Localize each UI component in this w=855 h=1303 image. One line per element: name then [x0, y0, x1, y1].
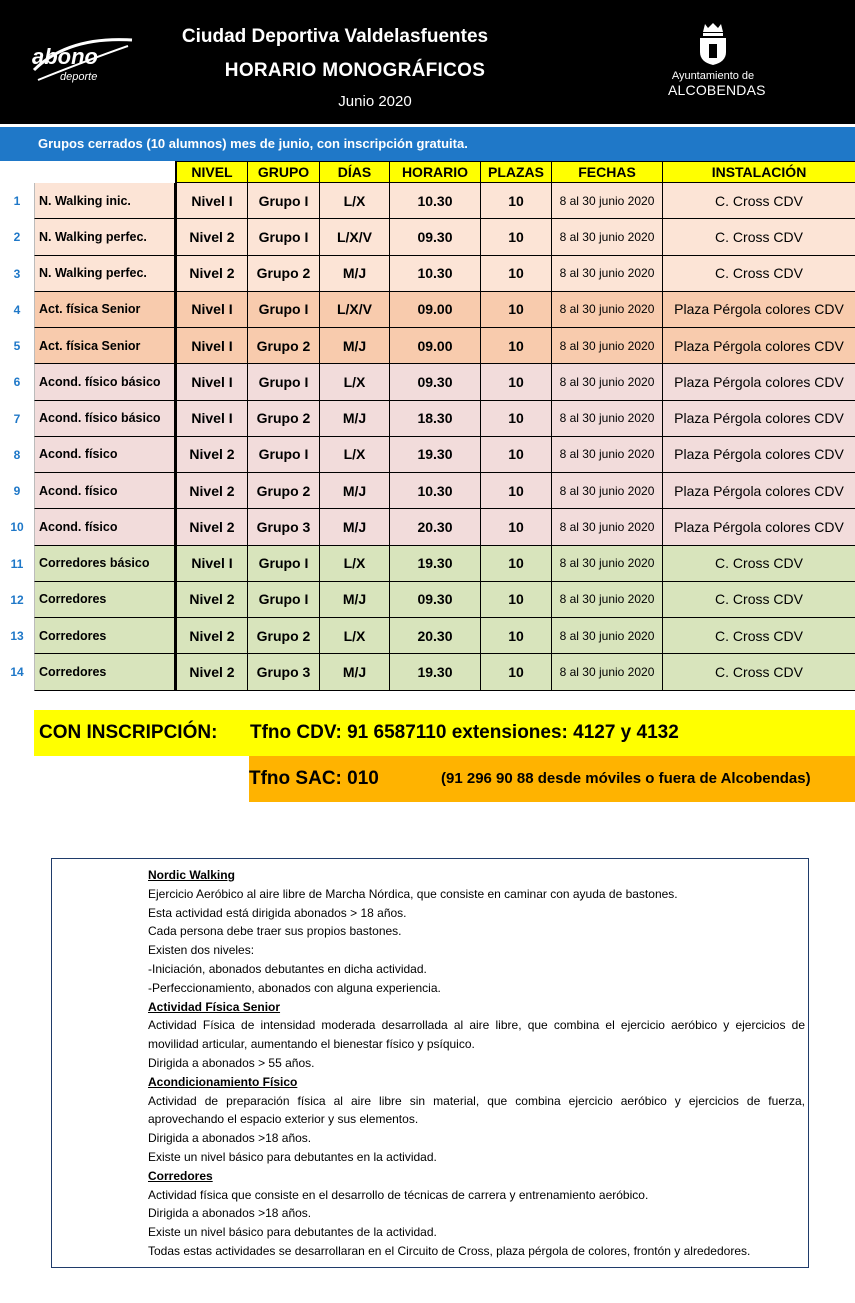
header-dias: DÍAS [320, 161, 390, 183]
time-cell: 20.30 [390, 618, 481, 654]
row-number: 7 [0, 401, 34, 437]
level-cell: Nivel I [175, 546, 248, 582]
time-cell: 10.30 [390, 256, 481, 292]
days-cell: L/X [320, 183, 390, 219]
activity-name: Act. física Senior [34, 292, 175, 328]
table-row [0, 219, 855, 255]
group-cell: Grupo I [248, 292, 320, 328]
places-cell: 10 [481, 509, 552, 545]
level-cell: Nivel 2 [175, 256, 248, 292]
venue-cell: C. Cross CDV [663, 582, 855, 618]
time-cell: 09.30 [390, 219, 481, 255]
time-cell: 09.00 [390, 328, 481, 364]
time-cell: 19.30 [390, 437, 481, 473]
days-cell: M/J [320, 582, 390, 618]
coat-of-arms-icon [696, 22, 730, 66]
row-number: 12 [0, 582, 34, 618]
level-cell: Nivel I [175, 364, 248, 400]
row-number: 6 [0, 364, 34, 400]
row-number: 3 [0, 256, 34, 292]
table-row [0, 618, 855, 654]
description-line: Ejercicio Aeróbico al aire libre de Marcha Nórdica, que consiste en caminar con ayuda de bastones. [148, 886, 678, 901]
days-cell: L/X/V [320, 292, 390, 328]
group-cell: Grupo 2 [248, 401, 320, 437]
activity-name: Corredores [34, 582, 175, 618]
dates-cell: 8 al 30 junio 2020 [552, 219, 663, 255]
inscription-label: CON INSCRIPCIÓN: [39, 722, 218, 743]
places-cell: 10 [481, 364, 552, 400]
dates-cell: 8 al 30 junio 2020 [552, 256, 663, 292]
level-cell: Nivel 2 [175, 618, 248, 654]
abono-logo-graphic [28, 30, 138, 90]
places-cell: 10 [481, 546, 552, 582]
council-line1: Ayuntamiento de [671, 70, 755, 82]
level-cell: Nivel 2 [175, 582, 248, 618]
row-number: 11 [0, 546, 34, 582]
row-number: 1 [0, 183, 34, 219]
venue-cell: Plaza Pérgola colores CDV [663, 328, 855, 364]
dates-cell: 8 al 30 junio 2020 [552, 364, 663, 400]
time-cell: 20.30 [390, 509, 481, 545]
header-instalacion: INSTALACIÓN [663, 161, 855, 183]
council-crest [668, 22, 766, 100]
contact-sac-bar [249, 756, 855, 802]
group-cell: Grupo 2 [248, 473, 320, 509]
activity-name: Acond. físico [34, 437, 175, 473]
description-line: Dirigida a abonados > 55 años. [148, 1055, 315, 1070]
group-cell: Grupo 3 [248, 509, 320, 545]
table-row [0, 582, 855, 618]
dates-cell: 8 al 30 junio 2020 [552, 473, 663, 509]
dates-cell: 8 al 30 junio 2020 [552, 509, 663, 545]
header-nivel: NIVEL [175, 161, 248, 183]
venue-cell: C. Cross CDV [663, 618, 855, 654]
places-cell: 10 [481, 219, 552, 255]
group-cell: Grupo I [248, 437, 320, 473]
activity-name: Corredores [34, 618, 175, 654]
description-line: -Iniciación, abonados debutantes en dicha actividad. [148, 961, 427, 976]
row-number: 4 [0, 292, 34, 328]
dates-cell: 8 al 30 junio 2020 [552, 292, 663, 328]
page-header [0, 0, 855, 124]
places-cell: 10 [481, 618, 552, 654]
header-blank-num [0, 161, 34, 183]
description-title: Acondicionamiento Físico [148, 1074, 298, 1089]
days-cell: M/J [320, 654, 390, 690]
table-row [0, 256, 855, 292]
days-cell: M/J [320, 509, 390, 545]
dates-cell: 8 al 30 junio 2020 [552, 546, 663, 582]
time-cell: 10.30 [390, 473, 481, 509]
sac-phone: Tfno SAC: 010 [249, 768, 379, 789]
activity-name: Acond. físico básico [34, 364, 175, 400]
activity-name: N. Walking perfec. [34, 256, 175, 292]
dates-cell: 8 al 30 junio 2020 [552, 618, 663, 654]
description-line: Actividad Física de intensidad moderada desarrollada al aire libre, que combina el ejercicio aeróbico y ejercicios de movilidad articular, aumentando el bienestar físico y psíquico. [148, 1018, 805, 1052]
venue-cell: C. Cross CDV [663, 546, 855, 582]
venue-cell: Plaza Pérgola colores CDV [663, 292, 855, 328]
activity-name: N. Walking inic. [34, 183, 175, 219]
days-cell: M/J [320, 473, 390, 509]
activity-name: Corredores básico [34, 546, 175, 582]
activity-name: Act. física Senior [34, 328, 175, 364]
group-cell: Grupo 3 [248, 654, 320, 690]
group-cell: Grupo 2 [248, 328, 320, 364]
header-grupo: GRUPO [248, 161, 320, 183]
table-row [0, 183, 855, 219]
group-cell: Grupo I [248, 546, 320, 582]
level-cell: Nivel I [175, 292, 248, 328]
table-row [0, 328, 855, 364]
time-cell: 19.30 [390, 654, 481, 690]
group-cell: Grupo I [248, 183, 320, 219]
activity-name: Acond. físico básico [34, 401, 175, 437]
table-row [0, 401, 855, 437]
abono-deporte-logo [28, 30, 138, 90]
days-cell: M/J [320, 256, 390, 292]
places-cell: 10 [481, 582, 552, 618]
table-row [0, 364, 855, 400]
table-row [0, 437, 855, 473]
description-title: Nordic Walking [148, 868, 235, 882]
places-cell: 10 [481, 328, 552, 364]
table-row [0, 473, 855, 509]
description-line: Actividad de preparación física al aire libre sin material, que combina ejercicio aeróbico y ejercicios de fuerza, aprovechando el espacio exterior y sus elementos. [148, 1093, 805, 1127]
row-number: 8 [0, 437, 34, 473]
row-number: 9 [0, 473, 34, 509]
venue-cell: C. Cross CDV [663, 256, 855, 292]
table-row [0, 546, 855, 582]
group-cell: Grupo I [248, 219, 320, 255]
places-cell: 10 [481, 437, 552, 473]
venue-cell: Plaza Pérgola colores CDV [663, 401, 855, 437]
days-cell: L/X/V [320, 219, 390, 255]
svg-text:deporte: deporte [60, 71, 98, 83]
time-cell: 09.30 [390, 582, 481, 618]
activity-name: Corredores [34, 654, 175, 690]
level-cell: Nivel I [175, 328, 248, 364]
level-cell: Nivel 2 [175, 654, 248, 690]
description-line: Cada persona debe traer sus propios bastones. [148, 924, 402, 939]
group-cell: Grupo 2 [248, 618, 320, 654]
description-line: Todas estas actividades se desarrollaran en el Circuito de Cross, plaza pérgola de colores, frontón y alrededores. [148, 1243, 751, 1258]
days-cell: L/X [320, 437, 390, 473]
description-line: Existe un nivel básico para debutantes en la actividad. [148, 1149, 437, 1164]
level-cell: Nivel I [175, 183, 248, 219]
venue-name: Ciudad Deportiva Valdelasfuentes [181, 26, 489, 47]
time-cell: 09.30 [390, 364, 481, 400]
time-cell: 09.00 [390, 292, 481, 328]
description-title: Corredores [148, 1168, 213, 1183]
header-titles [170, 24, 500, 112]
time-cell: 19.30 [390, 546, 481, 582]
row-number: 2 [0, 219, 34, 255]
group-cell: Grupo I [248, 364, 320, 400]
level-cell: Nivel I [175, 401, 248, 437]
row-number: 10 [0, 509, 34, 545]
description-title: Actividad Física Senior [148, 999, 281, 1014]
days-cell: L/X [320, 546, 390, 582]
activity-name: Acond. físico [34, 509, 175, 545]
table-header-row [0, 161, 855, 183]
description-line: Esta actividad está dirigida abonados > 18 años. [148, 905, 407, 920]
places-cell: 10 [481, 256, 552, 292]
venue-cell: C. Cross CDV [663, 219, 855, 255]
dates-cell: 8 al 30 junio 2020 [552, 437, 663, 473]
description-line: Dirigida a abonados >18 años. [148, 1206, 312, 1221]
dates-cell: 8 al 30 junio 2020 [552, 183, 663, 219]
description-line: Actividad física que consiste en el desarrollo de técnicas de carrera y entrenamiento aeróbico. [148, 1187, 649, 1202]
activity-name: Acond. físico [34, 473, 175, 509]
description-line: -Perfeccionamiento, abonados con alguna experiencia. [148, 980, 441, 995]
level-cell: Nivel 2 [175, 509, 248, 545]
header-plazas: PLAZAS [481, 161, 552, 183]
activity-descriptions-box [51, 858, 809, 1268]
table-row [0, 509, 855, 545]
level-cell: Nivel 2 [175, 437, 248, 473]
level-cell: Nivel 2 [175, 219, 248, 255]
level-cell: Nivel 2 [175, 473, 248, 509]
sac-phone-note: (91 296 90 88 desde móviles o fuera de Alcobendas) [441, 770, 811, 787]
description-line: Existen dos niveles: [148, 943, 255, 958]
group-cell: Grupo 2 [248, 256, 320, 292]
venue-cell: Plaza Pérgola colores CDV [663, 364, 855, 400]
description-line: Dirigida a abonados >18 años. [148, 1131, 312, 1146]
svg-text:abono: abono [32, 44, 98, 69]
row-number: 14 [0, 654, 34, 690]
council-line2: ALCOBENDAS [668, 82, 766, 98]
dates-cell: 8 al 30 junio 2020 [552, 328, 663, 364]
table-row [0, 292, 855, 328]
venue-cell: Plaza Pérgola colores CDV [663, 473, 855, 509]
schedule-date: Junio 2020 [338, 93, 412, 110]
header-blank-activity [34, 161, 175, 183]
venue-cell: C. Cross CDV [663, 183, 855, 219]
time-cell: 18.30 [390, 401, 481, 437]
places-cell: 10 [481, 654, 552, 690]
places-cell: 10 [481, 183, 552, 219]
places-cell: 10 [481, 292, 552, 328]
dates-cell: 8 al 30 junio 2020 [552, 582, 663, 618]
header-horario: HORARIO [390, 161, 481, 183]
venue-cell: Plaza Pérgola colores CDV [663, 437, 855, 473]
description-line: Existe un nivel básico para debutantes de la actividad. [148, 1225, 437, 1240]
days-cell: M/J [320, 328, 390, 364]
page-title: HORARIO MONOGRÁFICOS [224, 60, 486, 81]
info-band: Grupos cerrados (10 alumnos) mes de junio, con inscripción gratuita. [0, 127, 855, 161]
contact-cdv-bar [34, 710, 855, 756]
group-cell: Grupo I [248, 582, 320, 618]
time-cell: 10.30 [390, 183, 481, 219]
table-row [0, 654, 855, 690]
venue-cell: C. Cross CDV [663, 654, 855, 690]
dates-cell: 8 al 30 junio 2020 [552, 654, 663, 690]
activity-descriptions [148, 866, 805, 1261]
activity-name: N. Walking perfec. [34, 219, 175, 255]
venue-cell: Plaza Pérgola colores CDV [663, 509, 855, 545]
cdv-phone: Tfno CDV: 91 6587110 extensiones: 4127 y 4132 [250, 722, 679, 743]
days-cell: L/X [320, 618, 390, 654]
header-fechas: FECHAS [552, 161, 663, 183]
places-cell: 10 [481, 401, 552, 437]
row-number: 13 [0, 618, 34, 654]
days-cell: M/J [320, 401, 390, 437]
days-cell: L/X [320, 364, 390, 400]
places-cell: 10 [481, 473, 552, 509]
row-number: 5 [0, 328, 34, 364]
dates-cell: 8 al 30 junio 2020 [552, 401, 663, 437]
